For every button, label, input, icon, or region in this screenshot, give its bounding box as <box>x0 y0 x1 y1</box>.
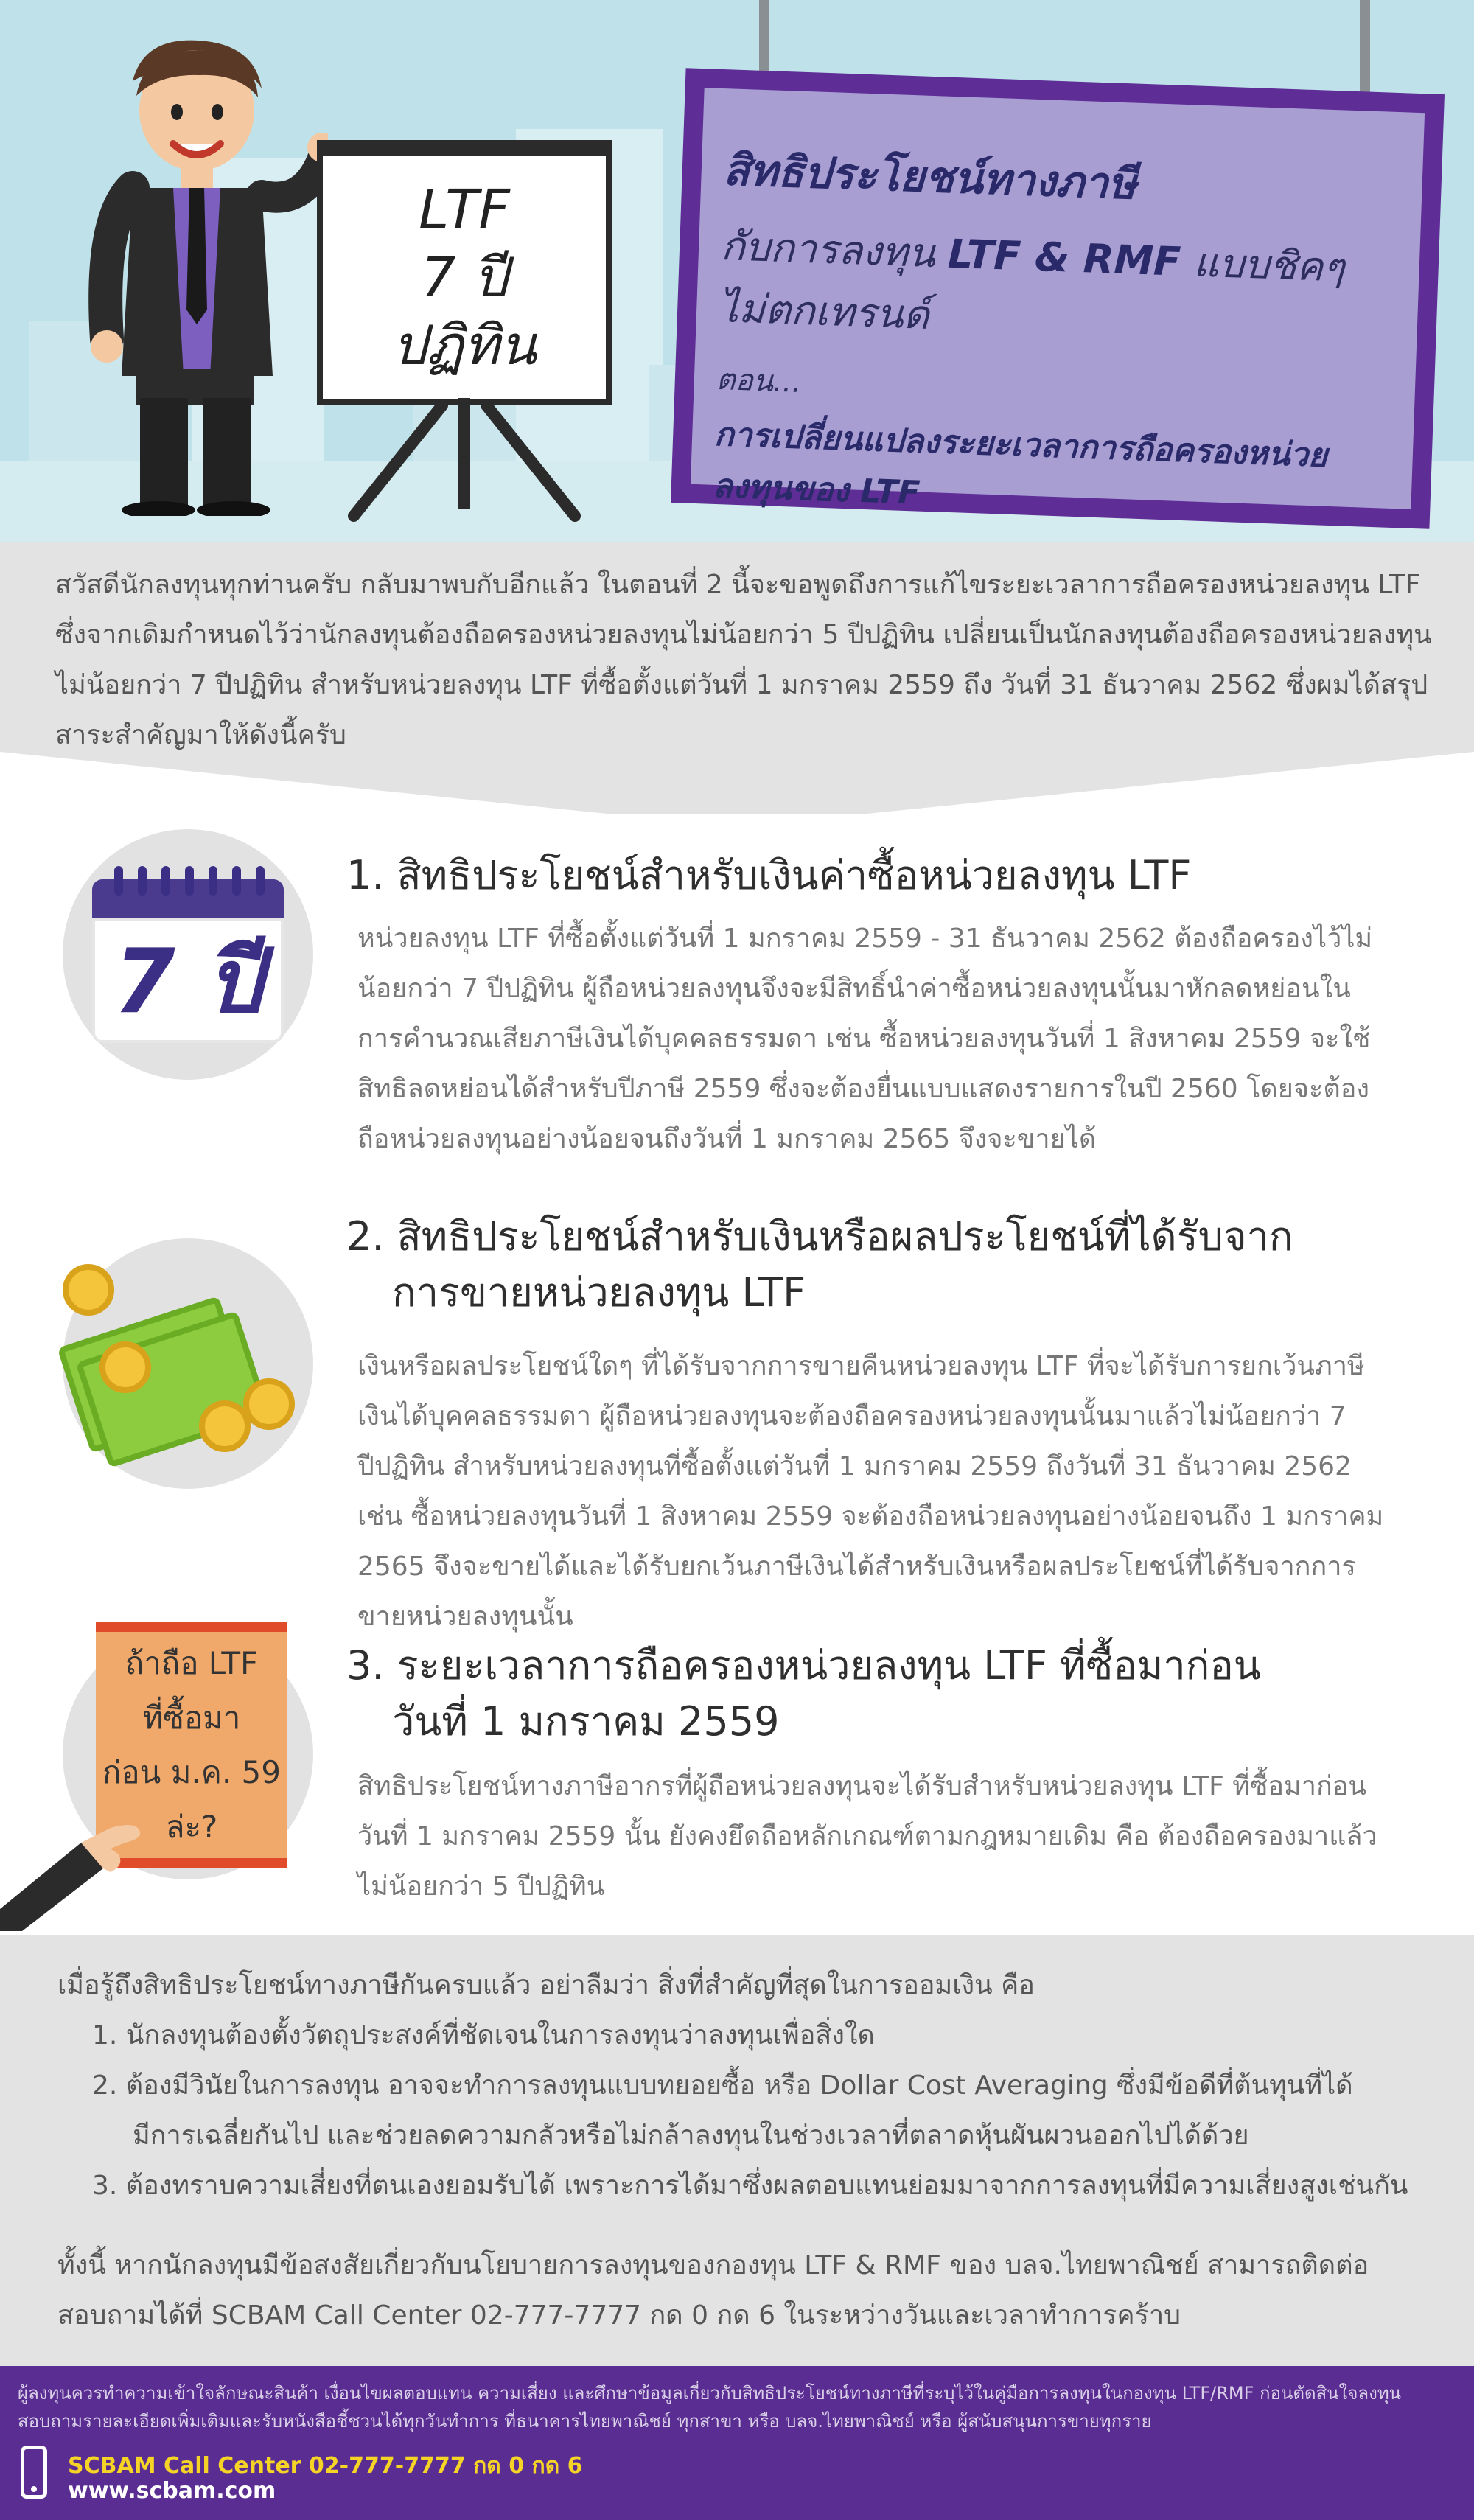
sign-episode: ตอน... <box>716 362 803 399</box>
sign-subtitle-suffix: แบบชิคๆ ไม่ตกเทรนด์ <box>718 239 1346 338</box>
sign-subtitle-funds: LTF & RMF <box>947 230 1182 285</box>
calendar-ring <box>114 866 123 896</box>
calendar-page <box>92 918 284 1043</box>
note-line-4: ล่ะ? <box>165 1808 218 1845</box>
sign-subtitle <box>718 215 1391 363</box>
footer-disclaimer: ผู้ลงทุนควรทำความเข้าใจลักษณะสินค้า เงื่อนไขผลตอบแทน ความเสี่ยง และศึกษาข้อมูลเกี่ยวกับสิทธิประโยชน์ทางภาษีที่ระบุไว้ในคู่มือการลงทุนในกองทุน LTF/RMF ก่อนตัดสินใจลงทุน สอบถามรายละเอียดเพิ่มเติมและรับหนังสือชี้ชวนได้ทุกวันทำการ ที่ธนาคารไทยพาณิชย์ ทุกสาขา หรือ บลจ.ไทยพาณิชย์ หรือ ผู้สนับสนุนการขายทุกราย <box>18 2383 1402 2432</box>
footer-callcenter: SCBAM Call Center 02-777-7777 กด 0 กด 6 <box>68 2453 583 2479</box>
tips-lead: เมื่อรู้ถึงสิทธิประโยชน์ทางภาษีกันครบแล้ว อย่าลืมว่า สิ่งที่สำคัญที่สุดในการออมเงิน คือ <box>57 1970 1035 2000</box>
section-2-title-line-1: 2. สิทธิประโยชน์สำหรับเงินหรือผลประโยชน์ที่ได้รับจาก <box>346 1213 1293 1260</box>
section-1-body: หน่วยลงทุน LTF ที่ซื้อตั้งแต่วันที่ 1 มกราคม 2559 - 31 ธันวาคม 2562 ต้องถือครองไว้ไม่น้อยกว่า 7 ปีปฏิทิน ผู้ถือหน่วยลงทุนจึงจะมีสิทธิ์นำค่าซื้อหน่วยลงทุนนั้นมาหักลดหย่อนในการคำนวณเสียภาษีเงินได้บุคคลธรรมดา เช่น ซื้อหน่วยลงทุนวันที่ 1 สิงหาคม 2559 จะใช้สิทธิลดหย่อนได้สำหรับปีภาษี 2559 ซึ่งจะต้องยื่นแบบแสดงรายการในปี 2560 โดยจะต้องถือหน่วยลงทุนอย่างน้อยจนถึงวันที่ 1 มกราคม 2565 จึงจะขายได้ <box>357 924 1373 1154</box>
board-panel <box>317 140 612 405</box>
title-sign-panel <box>691 88 1425 512</box>
sign-subtitle-prefix: กับการลงทุน <box>720 223 937 277</box>
sign-topic: การเปลี่ยนแปลงระยะเวลาการถือครองหน่วยลงทุนของ LTF <box>711 415 1328 512</box>
footer-website-link[interactable]: www.scbam.com <box>68 2478 276 2504</box>
tips-item-1: 1. นักลงทุนต้องตั้งวัตถุประสงค์ที่ชัดเจนในการลงทุนว่าลงทุนเพื่อสิ่งใด <box>92 2020 875 2050</box>
tips-item-2: 2. ต้องมีวินัยในการลงทุน อาจจะทำการลงทุนแบบทยอยซื้อ หรือ Dollar Cost Averaging ซึ่งมีข้อดีที่ต้นทุนที่ได้ <box>92 2070 1353 2101</box>
calendar-ring <box>138 866 147 896</box>
section-3-body: สิทธิประโยชน์ทางภาษีอากรที่ผู้ถือหน่วยลงทุนจะได้รับสำหรับหน่วยลงทุน LTF ที่ซื้อมาก่อนวันที่ 1 มกราคม 2559 นั้น ยังคงยึดถือหลักเกณฑ์ตามกฎหมายเดิม คือ ต้องถือครองมาแล้วไม่น้อยกว่า 5 ปีปฏิทิน <box>357 1771 1377 1902</box>
note-line-3: ก่อน ม.ค. 59 <box>102 1753 281 1790</box>
board-line-1: LTF <box>419 178 510 242</box>
sign-title: สิทธิประโยชน์ทางภาษี <box>722 144 1138 209</box>
note-line-2: ที่ซื้อมา <box>142 1699 241 1736</box>
section-3-title <box>346 1638 1261 1750</box>
title-sign <box>671 68 1445 529</box>
calendar-ring <box>232 866 241 896</box>
note-line-1: ถ้าถือ LTF <box>125 1644 259 1681</box>
coin <box>99 1341 151 1393</box>
section-2-body: เงินหรือผลประโยชน์ใดๆ ที่ได้รับจากการขายคืนหน่วยลงทุน LTF ที่จะได้รับการยกเว้นภาษีเงินได้บุคคลธรรมดา ผู้ถือหน่วยลงทุนจะต้องถือครองหน่วยลงทุนนั้นมาแล้วไม่น้อยกว่า 7 ปีปฏิทิน สำหรับหน่วยลงทุนที่ซื้อตั้งแต่วันที่ 1 มกราคม 2559 ถึงวันที่ 31 ธันวาคม 2562 เช่น ซื้อหน่วยลงทุนวันที่ 1 สิงหาคม 2559 จะต้องถือหน่วยลงทุนอย่างน้อยจนถึง 1 มกราคม 2565 จึงจะขายได้และได้รับยกเว้นภาษีเงินได้สำหรับเงินหรือผลประโยชน์ที่ได้รับจากการขายหน่วยลงทุนนั้น <box>357 1351 1384 1632</box>
pointing-hand-icon <box>0 1798 147 1931</box>
tips-item-2-cont: มีการเฉลี่ยกันไป และช่วยลดความกลัวหรือไม่กล้าลงทุนในช่วงเวลาที่ตลาดหุ้นผันผวนออกไปได้ด้วย <box>133 2121 1249 2151</box>
coin <box>243 1378 295 1430</box>
section-3-title-line-2: วันที่ 1 มกราคม 2559 <box>392 1698 780 1745</box>
calendar-ring <box>185 866 194 896</box>
section-3-title-line-1: 3. ระยะเวลาการถือครองหน่วยลงทุน LTF ที่ซื้อมาก่อน <box>346 1642 1261 1689</box>
calendar-text: 7 ปี <box>113 930 262 1033</box>
phone-icon <box>21 2446 47 2499</box>
section-2-title-line-2: การขายหน่วยลงทุน LTF <box>392 1269 806 1316</box>
calendar-icon <box>92 866 284 1043</box>
board-line-2: 7 ปี <box>421 246 508 310</box>
calendar-ring <box>256 866 265 896</box>
tips-item-3: 3. ต้องทราบความเสี่ยงที่ตนเองยอมรับได้ เพราะการได้มาซึ่งผลตอบแทนย่อมมาจากการลงทุนที่มีความเสี่ยงสูงเช่นกัน <box>92 2171 1408 2201</box>
businessman-illustration <box>63 29 328 516</box>
intro-paragraph: สวัสดีนักลงทุนทุกท่านครับ กลับมาพบกับอีกแล้ว ในตอนที่ 2 นี้จะขอพูดถึงการแก้ไขระยะเวลาการถือครองหน่วยลงทุน LTF ซึ่งจากเดิมกำหนดไว้ว่านักลงทุนต้องถือครองหน่วยลงทุนไม่น้อยกว่า 5 ปีปฏิทิน เปลี่ยนเป็นนักลงทุนต้องถือครองหน่วยลงทุน ไม่น้อยกว่า 7 ปีปฏิทิน สำหรับหน่วยลงทุน LTF ที่ซื้อตั้งแต่วันที่ 1 มกราคม 2559 ถึง วันที่ 31 ธันวาคม 2562 ซึ่งผมได้สรุปสาระสำคัญมาให้ดังนี้ครับ <box>55 570 1432 750</box>
tips-closing: ทั้งนี้ หากนักลงทุนมีข้อสงสัยเกี่ยวกับนโยบายการลงทุนของกองทุน LTF & RMF ของ บลจ.ไทยพาณิชย์ สามารถติดต่อสอบถามได้ที่ SCBAM Call Center 02-777-7777 กด 0 กด 6 ในระหว่างวันและเวลาทำการคร้าบ <box>57 2250 1369 2331</box>
board-line-3: ปฏิทิน <box>391 314 537 377</box>
calendar-ring <box>209 866 217 896</box>
calendar-ring <box>161 866 170 896</box>
board-easel-legs <box>302 398 626 523</box>
coin <box>63 1264 114 1316</box>
flip-chart-board <box>302 125 626 523</box>
section-1-title: 1. สิทธิประโยชน์สำหรับเงินค่าซื้อหน่วยลงทุน LTF <box>346 852 1192 898</box>
section-2-title <box>346 1209 1293 1321</box>
